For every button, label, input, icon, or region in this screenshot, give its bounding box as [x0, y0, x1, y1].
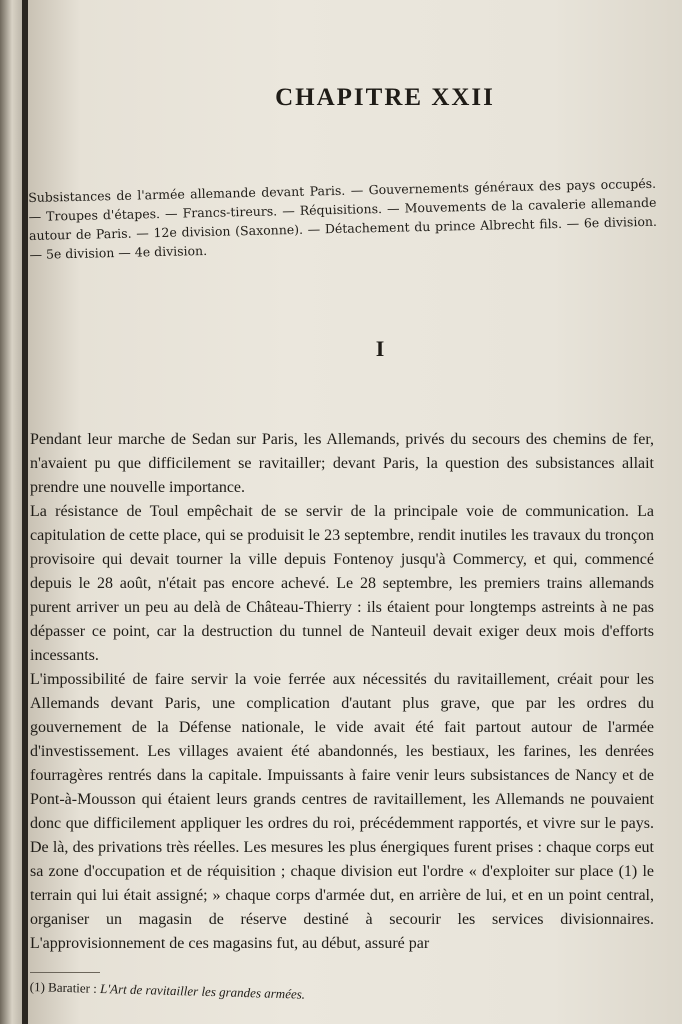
footnote-marker: (1) Baratier :	[29, 978, 98, 996]
book-page	[28, 0, 682, 1024]
footnote	[29, 978, 629, 1013]
footnote-title: L'Art de ravitailler les grandes armées.	[99, 980, 306, 1002]
chapter-summary	[28, 174, 658, 264]
body-text	[30, 428, 654, 956]
chapter-summary-text: Subsistances de l'armée allemande devant Paris. — Gouvernements généraux des pays occupés. — Troupes d'étapes. — Francs-tireurs. — Réquisitions. — Mouvements de la cavalerie allemande autour de Paris. — 12e division (Saxonne). — Détachement du prince Albrecht fils. — 6e division. — 5e division — 4e division.	[28, 175, 658, 262]
paragraph: L'impossibilité de faire servir la voie ferrée aux nécessités du ravitaillement, créait pour les Allemands devant Paris, une complication d'autant plus grave, que par les ordres du gouvernement de la Défense nationale, le vide avait été fait partout autour de l'armée d'investissement. Les villages avaient été abandonnés, les bestiaux, les farines, les denrées fourragères rentrés dans la capitale. Impuissants à faire venir leurs subsistances de Nancy et de Pont-à-Mousson qui étaient leurs grands centres de ravitaillement, les Allemands ne pouvaient donc que difficilement appliquer les ordres du roi, précédemment rapportés, et vivre sur le pays. De là, des privations très réelles. Les mesures les plus énergiques furent prises : chaque corps eut sa zone d'occupation et de réquisition ; chaque division eut l'ordre « d'exploiter sur place (1) le terrain qui lui était assigné; » chaque corps d'armée dut, en arrière de lui, et en un point central, organiser un magasin de réserve destiné à secourir les services divisionnaires. L'approvisionnement de ces magasins fut, au début, assuré par	[30, 671, 654, 952]
section-number: I	[375, 336, 385, 361]
chapter-title: CHAPITRE XXII	[275, 84, 495, 111]
paragraph: Pendant leur marche de Sedan sur Paris, les Allemands, privés du secours des chemins de fer, n'avaient pu que difficilement se ravitailler; devant Paris, la question des subsistances allait prendre une nouvelle importance.	[30, 431, 654, 496]
previous-page-edge	[0, 0, 22, 1024]
footnote-divider	[30, 972, 100, 973]
paragraph: La résistance de Toul empêchait de se servir de la principale voie de communication. La capitulation de cette place, qui se produisit le 23 septembre, rendit inutiles les travaux du tronçon provisoire qui devait tourner la ville depuis Fontenoy jusqu'à Commercy, et qui, commencé depuis le 28 août, n'était pas encore achevé. Le 28 septembre, les premiers trains allemands purent arriver un peu au delà de Château-Thierry : ils étaient pour longtemps astreints à ne pas dépasser ce point, car la destruction du tunnel de Nanteuil devait exiger deux mois d'efforts incessants.	[30, 503, 654, 664]
